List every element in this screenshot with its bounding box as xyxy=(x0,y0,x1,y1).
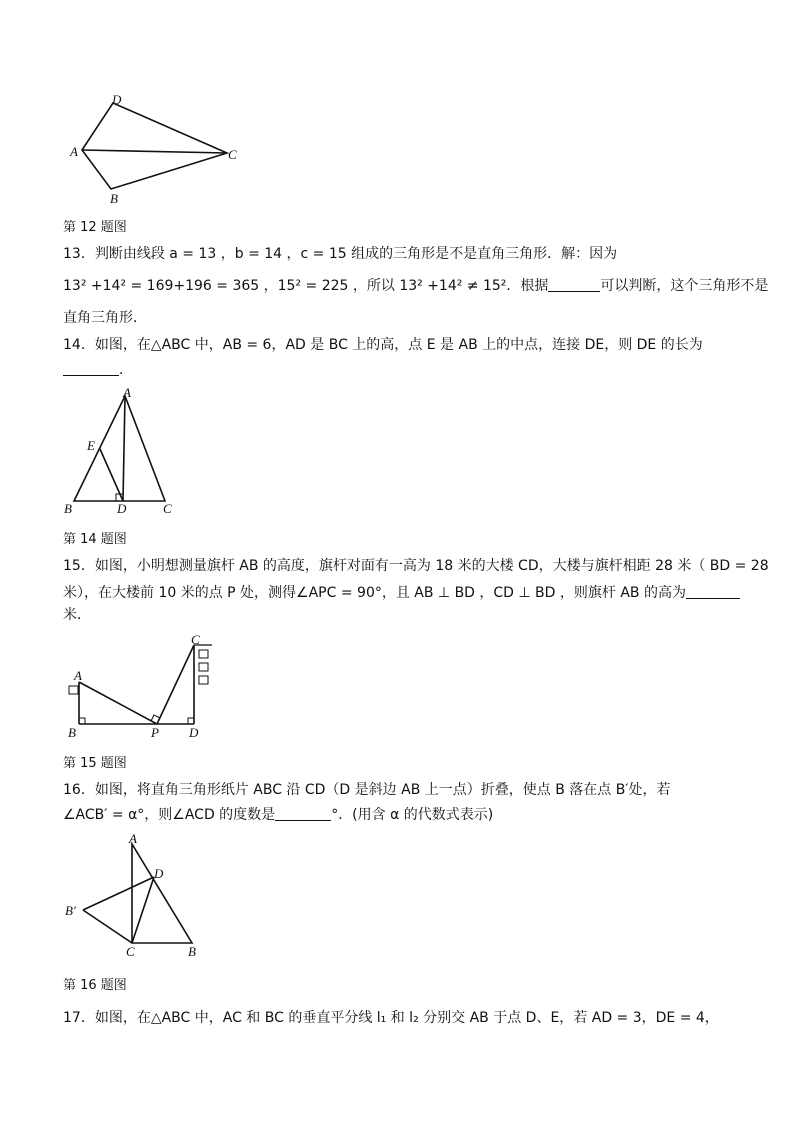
q16-line1: 16．如图，将直角三角形纸片 ABC 沿 CD（D 是斜边 AB 上一点）折叠，使点 B 落在点 B′处，若 xyxy=(63,782,671,798)
figure-15 xyxy=(62,630,232,742)
label-d: D xyxy=(189,725,199,740)
flag-icon xyxy=(69,686,78,694)
q15-line2-text: 米），在大楼前 10 米的点 P 处，测得∠APC = 90°，且 AB ⊥ BD ，CD ⊥ BD ，则旗杆 AB 的高为 xyxy=(63,585,686,601)
fold-line-cd xyxy=(132,877,154,943)
segment-de xyxy=(100,449,123,501)
label-d: D xyxy=(117,501,127,516)
label-a: A xyxy=(74,668,82,683)
label-b: B xyxy=(110,191,118,206)
kite-outline xyxy=(82,103,227,189)
q13-line2-text: 13² +14² = 169+196 = 365 ，15² = 225 ，所以 13² +14² ≠ 15²．根据 xyxy=(63,278,549,294)
answer-blank-15[interactable] xyxy=(686,584,740,599)
figure-16 xyxy=(62,828,212,960)
altitude-ad xyxy=(123,396,125,501)
segment-pc xyxy=(157,645,194,724)
segment-b1c xyxy=(83,910,132,943)
label-a: A xyxy=(70,144,78,159)
label-a: A xyxy=(123,385,131,400)
label-b: B xyxy=(188,944,196,959)
q14-line2 xyxy=(63,359,133,379)
label-c: C xyxy=(228,147,237,162)
q17-line1: 17．如图，在△ABC 中，AC 和 BC 的垂直平分线 l₁ 和 l₂ 分别交 AB 于点 D、E，若 AD = 3，DE = 4， xyxy=(63,1010,719,1026)
q13-line2-tail: 可以判断，这个三角形不是 xyxy=(600,278,769,294)
diagonal-ac xyxy=(82,150,227,153)
label-c: C xyxy=(126,944,135,959)
answer-blank-16[interactable] xyxy=(275,806,331,821)
label-b: B xyxy=(64,501,72,516)
window-icon xyxy=(199,650,208,658)
q13-line3: 直角三角形． xyxy=(63,310,147,326)
label-a: A xyxy=(129,831,137,846)
segment-b1d xyxy=(83,877,154,910)
right-angle-mark-b xyxy=(79,718,85,724)
label-c: C xyxy=(163,501,172,516)
window-icon xyxy=(199,663,208,671)
q16-line2-text: ∠ACB′ = α°，则∠ACD 的度数是 xyxy=(63,807,276,823)
figure-15-caption: 第 15 题图 xyxy=(63,756,127,771)
q13-line1: 13．判断由线段 a = 13 ，b = 14 ，c = 15 组成的三角形是不是直角三角形．解：因为 xyxy=(63,246,618,262)
segment-ap xyxy=(79,682,157,724)
answer-blank-14[interactable] xyxy=(63,361,119,376)
q14-line1: 14．如图，在△ABC 中，AB = 6，AD 是 BC 上的高，点 E 是 AB 上的中点，连接 DE，则 DE 的长为 xyxy=(63,337,703,353)
q16-line2 xyxy=(63,804,493,824)
figure-16-caption: 第 16 题图 xyxy=(63,978,127,993)
figure-12-diagram xyxy=(66,90,256,210)
window-icon xyxy=(199,676,208,684)
q13-line2 xyxy=(63,275,768,295)
q15-line1: 15．如图，小明想测量旗杆 AB 的高度，旗杆对面有一高为 18 米的大楼 CD，大楼与旗杆相距 28 米（ BD = 28 xyxy=(63,558,769,574)
label-p: P xyxy=(151,725,159,740)
figure-16-diagram xyxy=(62,828,212,960)
figure-14-caption: 第 14 题图 xyxy=(63,532,127,547)
answer-blank-13[interactable] xyxy=(548,277,600,292)
figure-14-diagram xyxy=(62,384,192,516)
figure-12 xyxy=(66,90,256,210)
q15-line2 xyxy=(63,582,740,602)
right-angle-mark-d xyxy=(188,718,194,724)
label-b-prime: B′ xyxy=(65,903,76,918)
figure-12-caption: 第 12 题图 xyxy=(63,220,127,235)
label-d: D xyxy=(154,866,164,881)
label-c: C xyxy=(191,632,200,647)
figure-14 xyxy=(62,384,192,516)
q15-line3: 米． xyxy=(63,607,91,623)
label-e: E xyxy=(87,438,95,453)
q14-line2-tail: ． xyxy=(119,362,133,378)
figure-15-diagram xyxy=(62,630,232,742)
q16-line2-tail: °．(用含 α 的代数式表示) xyxy=(331,807,494,823)
label-b: B xyxy=(68,725,76,740)
label-d: D xyxy=(112,92,122,107)
triangle-abc xyxy=(132,844,192,943)
